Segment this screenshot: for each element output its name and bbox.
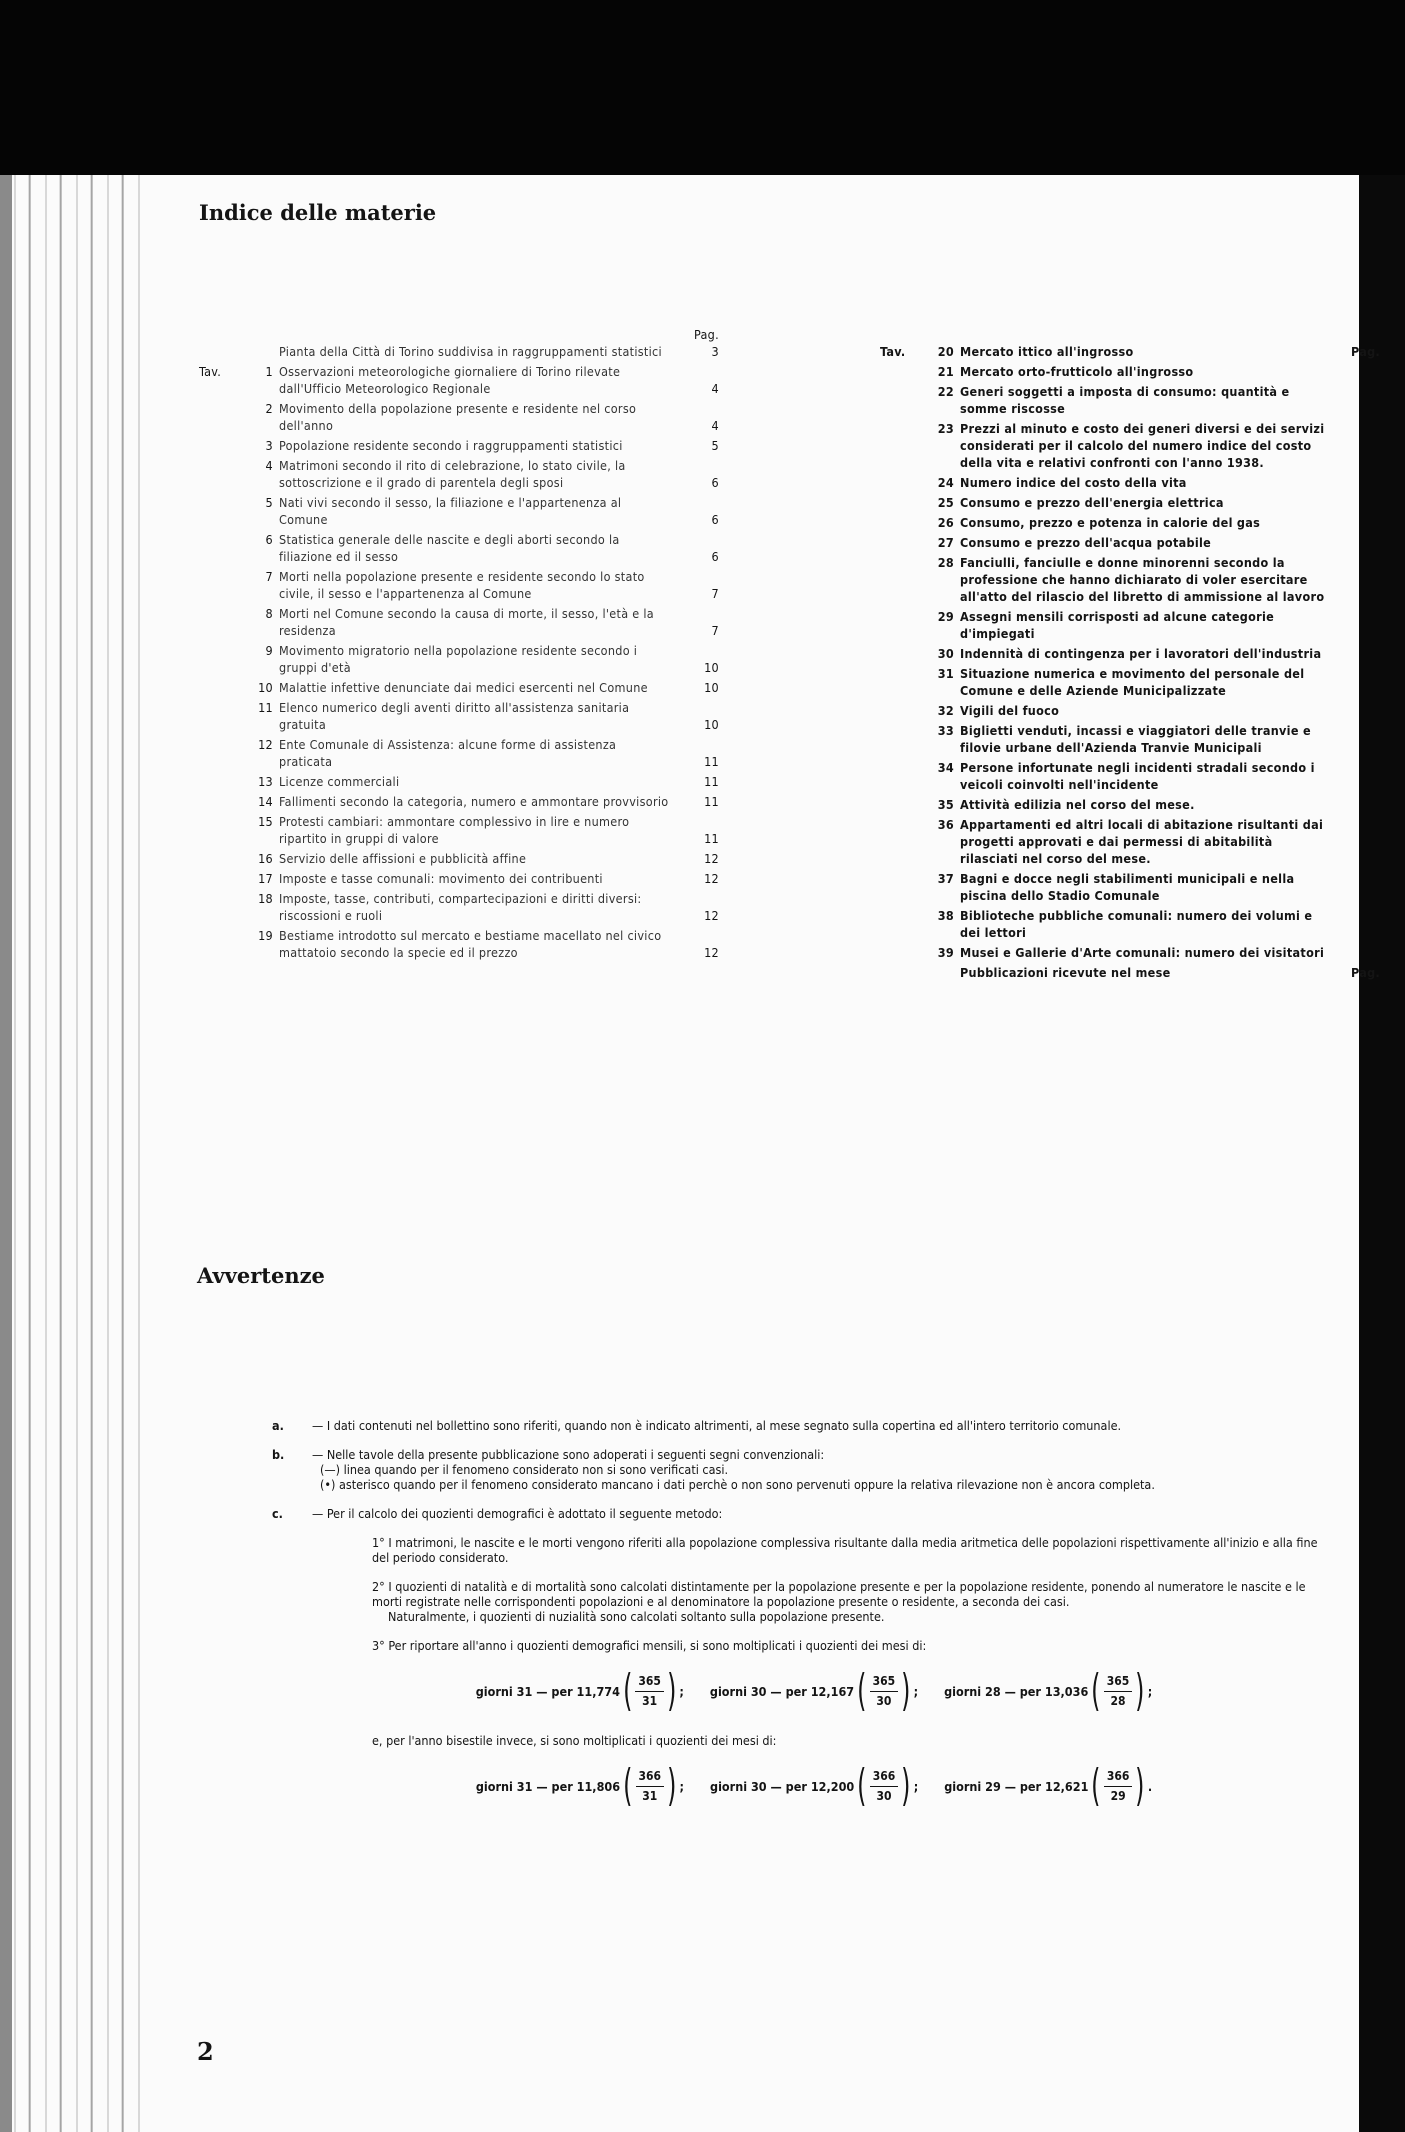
index-entry <box>880 796 1380 813</box>
fraction <box>870 1674 899 1709</box>
entry-number: 13 <box>258 774 273 789</box>
entry-number: 3 <box>265 438 273 453</box>
entry-title: Movimento migratorio nella popolazione residente secondo i gruppi d'età <box>279 643 638 675</box>
entry-page: 12 <box>704 945 719 960</box>
scan-page-stack-edge <box>0 175 150 2132</box>
index-entry <box>199 736 719 770</box>
entry-table-label: Tav. <box>199 364 222 379</box>
paren-close: ) <box>901 1760 911 1811</box>
index-entry <box>199 494 719 528</box>
paren-close: ) <box>901 1665 911 1716</box>
entry-number: 15 <box>258 814 273 829</box>
entry-page: 11 <box>704 831 719 846</box>
fraction-denominator: 31 <box>642 1693 658 1708</box>
entry-page: 6 <box>711 475 719 490</box>
fraction-denominator: 30 <box>876 1693 892 1708</box>
entry-number: 25 <box>937 495 954 510</box>
index-entry <box>880 907 1380 941</box>
index-entry <box>199 531 719 565</box>
entry-table-label <box>880 702 928 719</box>
entry-table-label <box>880 870 928 904</box>
entry-page: 11 <box>704 794 719 809</box>
index-entry <box>880 870 1380 904</box>
scan-border-left <box>0 175 12 2132</box>
entry-table-label <box>880 534 928 551</box>
entry-title: Morti nel Comune secondo la causa di morte, il sesso, l'età e la residenza <box>279 606 654 638</box>
entry-table-label <box>880 665 928 699</box>
entry-title: Malattie infettive denunciate dai medici esercenti nel Comune <box>279 680 648 695</box>
formula-separator: ; <box>913 1683 919 1699</box>
entry-title: Indennità di contingenza per i lavoratori dell'industria <box>960 646 1322 661</box>
entry-table-label <box>880 363 928 380</box>
entry-title: Osservazioni meteorologiche giornaliere di Torino rilevate dall'Ufficio Meteorologico Regionale <box>279 364 621 396</box>
entry-table-label <box>199 850 247 867</box>
fraction-denominator: 30 <box>876 1788 892 1803</box>
fraction-denominator: 28 <box>1110 1693 1126 1708</box>
index-entry <box>199 699 719 733</box>
entry-table-label <box>880 514 928 531</box>
index-entry <box>199 927 719 961</box>
entry-title: Pianta della Città di Torino suddivisa in raggruppamenti statistici <box>279 344 662 359</box>
entry-page: 11 <box>704 774 719 789</box>
entry-number: 31 <box>937 666 954 681</box>
entry-table-label <box>199 400 247 434</box>
scan-border-top <box>0 0 1405 175</box>
entry-number: 21 <box>937 364 954 379</box>
index-right-column <box>880 343 1380 984</box>
entry-table-label <box>199 890 247 924</box>
entry-number: 22 <box>937 384 954 399</box>
entry-number: 2 <box>265 401 273 416</box>
paren-open: ( <box>857 1760 867 1811</box>
entry-table-label <box>880 474 928 491</box>
index-entry <box>199 400 719 434</box>
note-b: b. — Nelle tavole della presente pubblicazione sono adoperati i seguenti segni convenzionali: (—) linea quando per il fenomeno considerato non si sono verificati casi. (•) asterisco quando per il fenomeno considerato mancano i dati perchè o non sono pervenuti oppure la relativa rilevazione non è ancora completa. <box>272 1447 1155 1492</box>
entry-number: 37 <box>937 871 954 886</box>
entry-number: 20 <box>937 344 954 359</box>
entry-table-label: Tav. <box>880 344 906 359</box>
index-entry <box>880 343 1380 360</box>
entry-title: Fallimenti secondo la categoria, numero e ammontare provvisorio <box>279 794 669 809</box>
fraction-numerator: 365 <box>870 1674 899 1692</box>
formula-separator: ; <box>679 1683 684 1699</box>
entry-table-label <box>880 420 928 471</box>
entry-number: 24 <box>937 475 954 490</box>
entry-page: 10 <box>704 660 719 675</box>
entry-title: Licenze commerciali <box>279 774 400 789</box>
entry-number: 39 <box>937 945 954 960</box>
entry-number: 10 <box>258 680 273 695</box>
entry-title: Popolazione residente secondo i raggruppamenti statistici <box>279 438 623 453</box>
formula-item <box>475 1665 684 1716</box>
entry-number: 38 <box>937 908 954 923</box>
formula-item <box>944 1665 1153 1716</box>
entry-table-label <box>880 759 928 793</box>
index-title: Indice delle materie <box>199 200 437 225</box>
entry-title: Ente Comunale di Assistenza: alcune forme di assistenza praticata <box>279 737 617 769</box>
entry-number: 9 <box>265 643 273 658</box>
entry-title: Fanciulli, fanciulle e donne minorenni secondo la professione che hanno dichiarato di voler esercitare all'atto del rilascio del libretto di ammissione al lavoro <box>960 555 1325 604</box>
formula-label: giorni 28 — per 13,036 <box>944 1683 1089 1699</box>
entry-number: 8 <box>265 606 273 621</box>
entry-page: 10 <box>704 680 719 695</box>
index-entry <box>880 534 1380 551</box>
fraction-numerator: 365 <box>635 1674 664 1692</box>
paren-open: ( <box>1091 1665 1101 1716</box>
note-a: a. — I dati contenuti nel bollettino sono riferiti, quando non è indicato altrimenti, al mese segnato sulla copertina ed all'intero territorio comunale. <box>272 1418 1122 1433</box>
entry-title: Prezzi al minuto e costo dei generi diversi e dei servizi considerati per il calcolo del numero indice del costo della vita e relativi confronti con l'anno 1938. <box>960 421 1325 470</box>
formula-item <box>709 1665 919 1716</box>
entry-table-label <box>880 944 928 961</box>
entry-page: 4 <box>711 418 719 433</box>
entry-number: 6 <box>265 532 273 547</box>
index-entry <box>880 494 1380 511</box>
entry-title: Situazione numerica e movimento del personale del Comune e delle Aziende Municipalizzate <box>960 666 1305 698</box>
page-number: 2 <box>197 2037 214 2066</box>
entry-number: 5 <box>265 495 273 510</box>
index-entry <box>199 605 719 639</box>
fraction-numerator: 365 <box>1104 1674 1133 1692</box>
entry-title: Biblioteche pubbliche comunali: numero dei volumi e dei lettori <box>960 908 1313 940</box>
entry-table-label <box>880 608 928 642</box>
formula-label: giorni 30 — per 12,200 <box>710 1778 855 1794</box>
index-entry <box>880 722 1380 756</box>
index-entry <box>199 568 719 602</box>
index-entry <box>880 383 1380 417</box>
formula-label: giorni 29 — per 12,621 <box>944 1778 1089 1794</box>
formula-label: giorni 30 — per 12,167 <box>709 1683 855 1699</box>
paren-open: ( <box>857 1665 867 1716</box>
entry-number <box>928 964 960 981</box>
formula-separator: ; <box>679 1778 685 1794</box>
warnings-notes <box>272 1418 1336 1842</box>
formula-item <box>710 1760 919 1811</box>
index-entry <box>199 679 719 696</box>
entry-number: 32 <box>937 703 954 718</box>
fraction-numerator: 366 <box>1104 1769 1133 1787</box>
entry-title: Biglietti venduti, incassi e viaggiatori delle tranvie e filovie urbane dell'Azienda Tranvie Municipali <box>960 723 1311 755</box>
entry-table-label <box>880 964 928 981</box>
entry-title: Vigili del fuoco <box>960 703 1060 718</box>
index-entry <box>880 554 1380 605</box>
entry-table-label <box>199 793 247 810</box>
index-entry <box>880 665 1380 699</box>
entry-page: 12 <box>704 908 719 923</box>
entry-table-label <box>880 494 928 511</box>
index-entry <box>199 363 719 397</box>
entry-title: Mercato ittico all'ingrosso <box>960 344 1134 359</box>
formula-item <box>475 1760 685 1811</box>
index-entry <box>880 759 1380 793</box>
entry-table-label <box>199 568 247 602</box>
entry-title: Attività edilizia nel corso del mese. <box>960 797 1195 812</box>
entry-page: 6 <box>711 512 719 527</box>
entry-title: Musei e Gallerie d'Arte comunali: numero dei visitatori <box>960 945 1325 960</box>
entry-title: Elenco numerico degli aventi diritto all'assistenza sanitaria gratuita <box>279 700 630 732</box>
paren-open: ( <box>623 1760 633 1811</box>
entry-number: 11 <box>258 700 273 715</box>
entry-number: 1 <box>265 364 273 379</box>
entry-table-label <box>199 870 247 887</box>
index-entry <box>199 437 719 454</box>
index-entry <box>880 645 1380 662</box>
entry-title: Assegni mensili corrisposti ad alcune categorie d'impiegati <box>960 609 1275 641</box>
entry-number: 23 <box>937 421 954 436</box>
index-entry <box>880 474 1380 491</box>
entry-table-label <box>199 813 247 847</box>
entry-table-label <box>199 605 247 639</box>
entry-number <box>247 343 279 360</box>
entry-page: 4 <box>711 381 719 396</box>
fraction <box>1104 1674 1133 1709</box>
entry-number: 34 <box>937 760 954 775</box>
entry-number: 12 <box>258 737 273 752</box>
entry-title: Statistica generale delle nascite e degli aborti secondo la filiazione ed il sesso <box>279 532 620 564</box>
entry-page: Pag. <box>1350 344 1380 359</box>
fraction-denominator: 31 <box>642 1788 658 1803</box>
index-entry <box>880 964 1380 981</box>
index-entry <box>199 642 719 676</box>
entry-page: 5 <box>711 438 719 453</box>
entry-table-label <box>880 554 928 605</box>
fraction <box>636 1769 665 1804</box>
entry-title: Consumo, prezzo e potenza in calorie del gas <box>960 515 1261 530</box>
paren-close: ) <box>667 1760 677 1811</box>
entry-title: Appartamenti ed altri locali di abitazione risultanti dai progetti approvati e dai permessi di abitabilità rilasciati nel corso del mese. <box>960 817 1324 866</box>
entry-number: 35 <box>937 797 954 812</box>
index-entry <box>199 850 719 867</box>
formula-row-leap-year <box>312 1760 1336 1811</box>
entry-number: 28 <box>937 555 954 570</box>
paren-close: ) <box>1135 1665 1145 1716</box>
entry-title: Servizio delle affissioni e pubblicità affine <box>279 851 527 866</box>
entry-number: 36 <box>937 817 954 832</box>
entry-table-label <box>199 699 247 733</box>
entry-number: 19 <box>258 928 273 943</box>
formula-separator: . <box>1147 1778 1153 1794</box>
entry-title: Bestiame introdotto sul mercato e bestiame macellato nel civico mattatoio secondo la specie ed il prezzo <box>279 928 662 960</box>
entry-table-label <box>880 722 928 756</box>
paren-open: ( <box>623 1665 633 1716</box>
entry-title: Bagni e docce negli stabilimenti municipali e nella piscina dello Stadio Comunale <box>960 871 1295 903</box>
entry-number: 4 <box>265 458 273 473</box>
paren-close: ) <box>667 1665 677 1716</box>
fraction <box>870 1769 899 1804</box>
entry-title: Imposte e tasse comunali: movimento dei contribuenti <box>279 871 603 886</box>
entry-table-label <box>199 531 247 565</box>
index-entry <box>880 702 1380 719</box>
entry-number: 16 <box>258 851 273 866</box>
entry-title: Numero indice del costo della vita <box>960 475 1187 490</box>
entry-title: Pubblicazioni ricevute nel mese <box>960 965 1171 980</box>
entry-title: Generi soggetti a imposta di consumo: quantità e somme riscosse <box>960 384 1290 416</box>
index-entry <box>880 816 1380 867</box>
index-entry <box>199 870 719 887</box>
formula-label: giorni 31 — per 11,806 <box>475 1778 621 1794</box>
entry-table-label <box>199 437 247 454</box>
entry-number: 26 <box>937 515 954 530</box>
index-entry <box>880 420 1380 471</box>
entry-number: 17 <box>258 871 273 886</box>
formula-separator: ; <box>913 1778 919 1794</box>
entry-table-label <box>880 816 928 867</box>
fraction-denominator: 29 <box>1110 1788 1126 1803</box>
entry-title: Movimento della popolazione presente e residente nel corso dell'anno <box>279 401 637 433</box>
paren-close: ) <box>1135 1760 1145 1811</box>
entry-table-label <box>199 773 247 790</box>
entry-title: Mercato orto-frutticolo all'ingrosso <box>960 364 1194 379</box>
entry-table-label <box>199 494 247 528</box>
index-entry <box>880 514 1380 531</box>
entry-page: 7 <box>711 623 719 638</box>
entry-page: Pag. 3 <box>693 327 719 359</box>
fraction <box>635 1674 664 1709</box>
entry-table-label <box>199 927 247 961</box>
formula-item <box>944 1760 1153 1811</box>
entry-table-label <box>199 736 247 770</box>
entry-title: Consumo e prezzo dell'energia elettrica <box>960 495 1224 510</box>
entry-page: 11 <box>704 754 719 769</box>
entry-page: 6 <box>711 549 719 564</box>
index-left-column <box>199 327 719 964</box>
fraction-numerator: 366 <box>870 1769 899 1787</box>
formula-row-common-year <box>312 1665 1336 1716</box>
entry-table-label <box>880 383 928 417</box>
entry-page: 10 <box>704 717 719 732</box>
entry-title: Matrimoni secondo il rito di celebrazione, lo stato civile, la sottoscrizione e il grado di parentela degli sposi <box>279 458 626 490</box>
index-entry <box>880 944 1380 961</box>
entry-page: Pag. <box>1350 965 1380 980</box>
entry-number: 30 <box>937 646 954 661</box>
entry-table-label <box>880 907 928 941</box>
warnings-title: Avvertenze <box>197 1263 325 1288</box>
paren-open: ( <box>1091 1760 1101 1811</box>
entry-page: 12 <box>704 851 719 866</box>
entry-table-label <box>199 642 247 676</box>
entry-title: Imposte, tasse, contributi, compartecipazioni e diritti diversi: riscossioni e ruoli <box>279 891 642 923</box>
entry-title: Nati vivi secondo il sesso, la filiazione e l'appartenenza al Comune <box>279 495 622 527</box>
note-c: c. — Per il calcolo dei quozienti demografici è adottato il seguente metodo: 1° I matrimoni, le nascite e le morti vengono riferiti alla popolazione complessiva risultante dalla media aritmetica delle popolazioni rispettivamente all'inizio e alla fine del periodo considerato. 2° I quozienti di natalità e di mortalità sono calcolati distintamente per la popolazione presente e per la popolazione residente, ponendo al numeratore le nascite e le morti registrate nelle corrispondenti popolazioni e al denominatore la popolazione presente o residente, a seconda dei casi. Naturalmente, i quozienti di nuzialità sono calcolati soltanto sulla popolazione presente. 3° Per riportare all'anno i quozienti demografici mensili, si sono moltiplicati i quozienti dei mesi di: giorni 31 — per 11,774 ( $\frac{365}{31}$ ) ; giorni 30 — per 12,167 ( $\frac{365}{30}$ ) ; giorni 28 — per 13,036 ( $\frac{365}{28}$ ) ; e, per l'anno bisestile invece, si sono moltiplicati i quozienti dei mesi di: giorni 31 — per 11,806 ( $\frac{366}{31}$ ) ; giorni 30 — per 12,200 ( $\frac{366}{30}$ ) ; giorni 29 — per 12,621 ( $\frac{366}{29}$ ) . <box>272 1506 1336 1828</box>
index-entry <box>199 890 719 924</box>
entry-number: 7 <box>265 569 273 584</box>
fraction <box>1104 1769 1133 1804</box>
entry-page: 12 <box>704 871 719 886</box>
index-entry <box>199 327 719 360</box>
fraction-numerator: 366 <box>636 1769 665 1787</box>
index-entry <box>199 457 719 491</box>
entry-title: Protesti cambiari: ammontare complessivo in lire e numero ripartito in gruppi di valore <box>279 814 630 846</box>
index-entry <box>880 363 1380 380</box>
formula-label: giorni 31 — per 11,774 <box>475 1683 620 1699</box>
entry-number: 27 <box>937 535 954 550</box>
entry-table-label <box>199 343 247 360</box>
entry-number: 14 <box>258 794 273 809</box>
entry-number: 33 <box>937 723 954 738</box>
entry-number: 18 <box>258 891 273 906</box>
entry-table-label <box>880 645 928 662</box>
entry-number: 29 <box>937 609 954 624</box>
entry-page: 7 <box>711 586 719 601</box>
entry-table-label <box>880 796 928 813</box>
entry-title: Morti nella popolazione presente e residente secondo lo stato civile, il sesso e l'appartenenza al Comune <box>279 569 645 601</box>
formula-separator: ; <box>1147 1683 1153 1699</box>
index-entry <box>199 793 719 810</box>
entry-table-label <box>199 679 247 696</box>
index-entry <box>880 608 1380 642</box>
entry-table-label <box>199 457 247 491</box>
index-entry <box>199 773 719 790</box>
entry-title: Persone infortunate negli incidenti stradali secondo i veicoli coinvolti nell'incidente <box>960 760 1315 792</box>
index-entry <box>199 813 719 847</box>
entry-title: Consumo e prezzo dell'acqua potabile <box>960 535 1212 550</box>
